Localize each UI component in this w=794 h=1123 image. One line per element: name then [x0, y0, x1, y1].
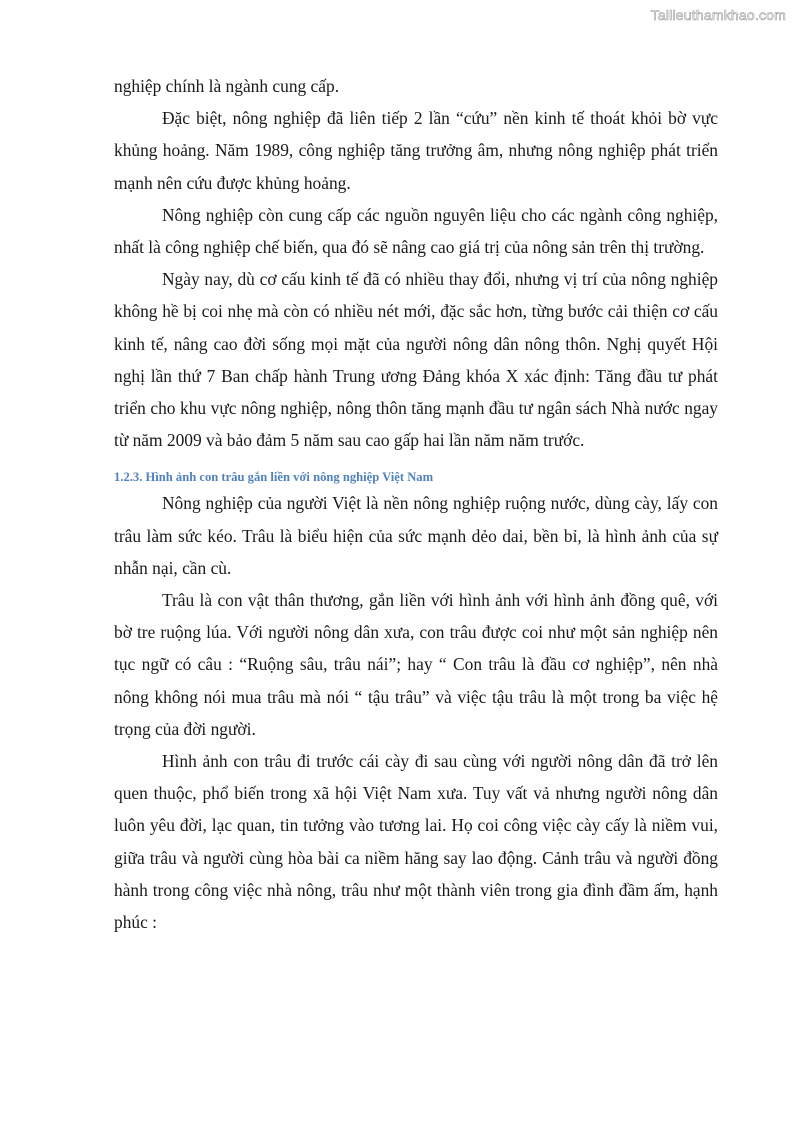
paragraph: Nông nghiệp còn cung cấp các nguồn nguyên liệu cho các ngành công nghiệp, nhất là công nghiệp chế biến, qua đó sẽ nâng cao giá trị của nông sản trên thị trường.: [114, 204, 718, 258]
watermark-text: Tailieuthamkhao.com: [650, 7, 786, 23]
paragraph: Nông nghiệp của người Việt là nền nông nghiệp ruộng nước, dùng cày, lấy con trâu làm sức kéo. Trâu là biểu hiện của sức mạnh dẻo dai, bền bỉ, là hình ảnh của sự nhẫn nại, cần cù.: [114, 493, 718, 578]
paragraph: Đặc biệt, nông nghiệp đã liên tiếp 2 lần “cứu” nền kinh tế thoát khỏi bờ vực khủng hoảng. Năm 1989, công nghiệp tăng trưởng âm, nhưng nông nghiệp phát triển mạnh nên cứu được khủng hoảng.: [114, 108, 718, 193]
document-body: [114, 70, 718, 938]
paragraph: Hình ảnh con trâu đi trước cái cày đi sau cùng với người nông dân đã trở lên quen thuộc, phổ biến trong xã hội Việt Nam xưa. Tuy vất vả nhưng người nông dân luôn yêu đời, lạc quan, tin tưởng vào tương lai. Họ coi công việc cày cấy là niềm vui, giữa trâu và người cùng hòa bài ca niềm hăng say lao động. Cảnh trâu và người đồng hành trong công việc nhà nông, trâu như một thành viên trong gia đình đầm ấm, hạnh phúc :: [114, 751, 718, 933]
paragraph: Trâu là con vật thân thương, gắn liền với hình ảnh với hình ảnh đồng quê, với bờ tre ruộng lúa. Với người nông dân xưa, con trâu được coi như một sản nghiệp nên tục ngữ có câu : “Ruộng sâu, trâu nái”; hay “ Con trâu là đầu cơ nghiệp”, nên nhà nông không nói mua trâu mà nói “ tậu trâu” và việc tậu trâu là một trong ba việc hệ trọng của đời người.: [114, 590, 718, 739]
paragraph: Ngày nay, dù cơ cấu kinh tế đã có nhiều thay đổi, nhưng vị trí của nông nghiệp không hề bị coi nhẹ mà còn có nhiều nét mới, đặc sắc hơn, từng bước cải thiện cơ cấu kinh tế, nâng cao đời sống mọi mặt của người nông dân nông thôn. Nghị quyết Hội nghị lần thứ 7 Ban chấp hành Trung ương Đảng khóa X xác định: Tăng đầu tư phát triển cho khu vực nông nghiệp, nông thôn tăng mạnh đầu tư ngân sách Nhà nước ngay từ năm 2009 và bảo đảm 5 năm sau cao gấp hai lần năm năm trước.: [114, 269, 718, 451]
section-heading: 1.2.3. Hình ảnh con trâu gắn liền với nông nghiệp Việt Nam: [114, 470, 434, 485]
paragraph-continuation: nghiệp chính là ngành cung cấp.: [114, 76, 340, 96]
